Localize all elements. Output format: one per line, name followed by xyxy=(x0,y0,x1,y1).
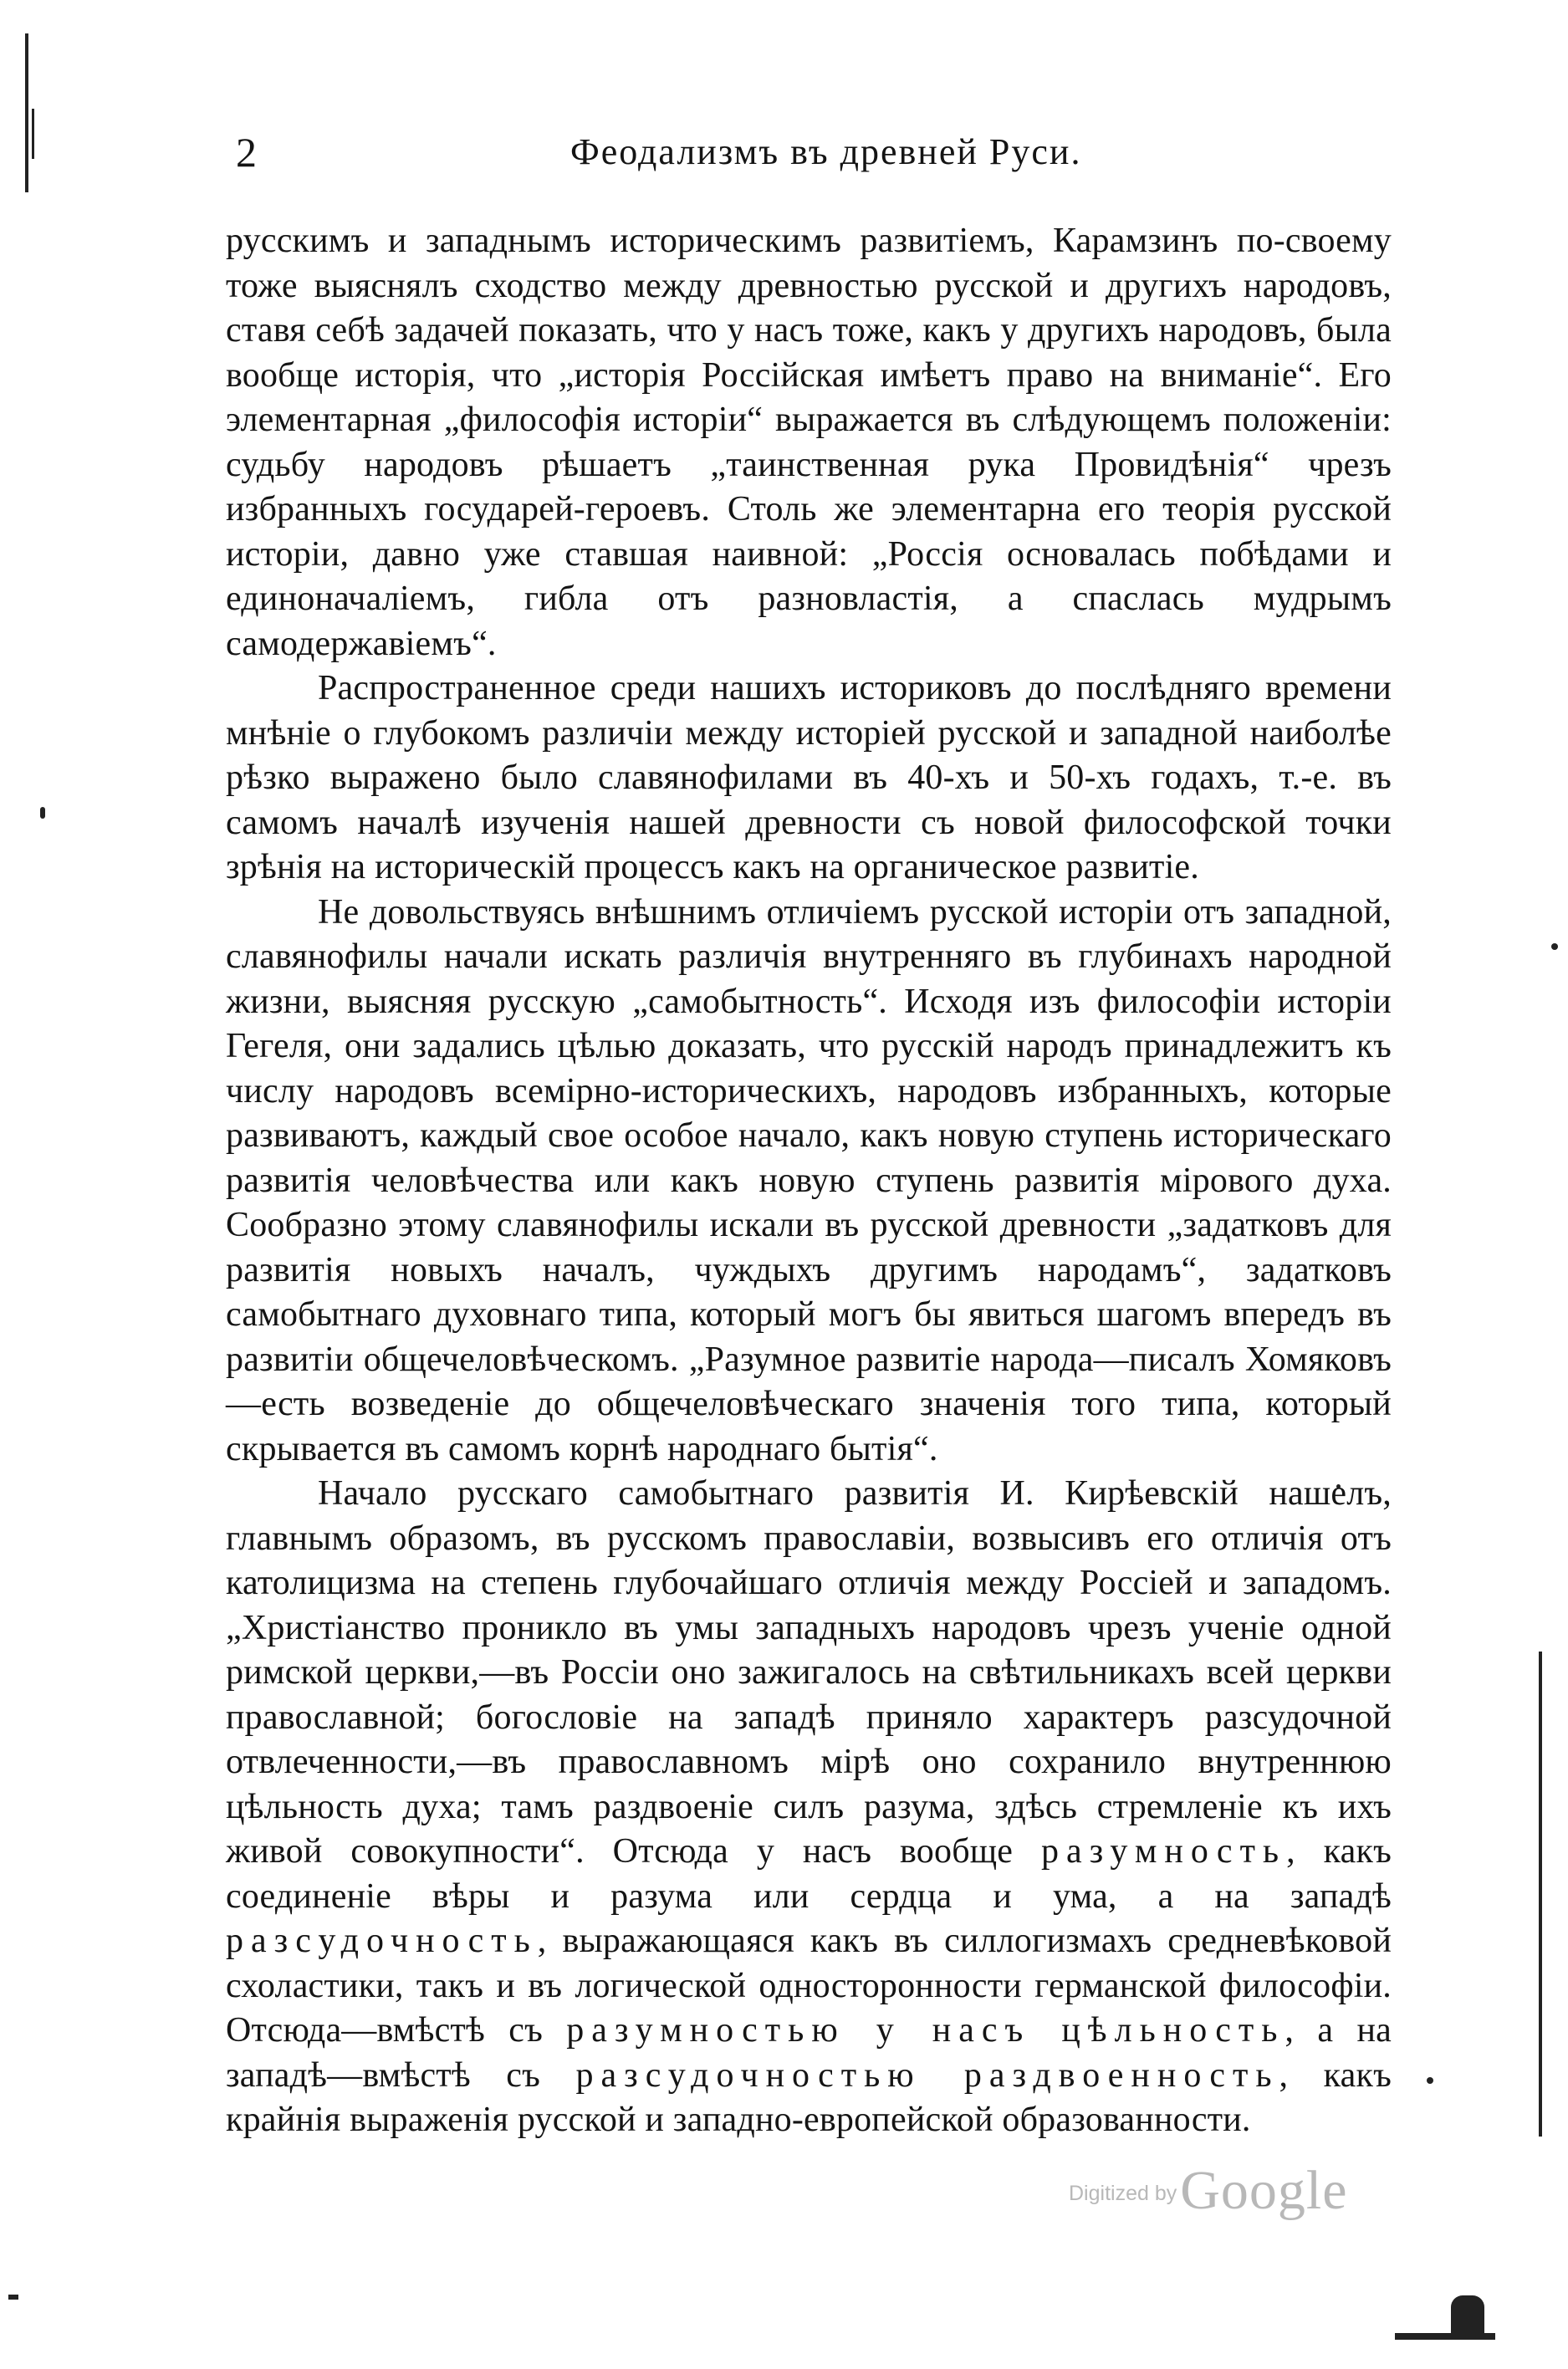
scan-speck xyxy=(40,807,45,819)
emphasis-razdvoennost: разсудочностью раздвоенность xyxy=(575,2055,1279,2095)
emphasis-rassudochnost: разсудочность xyxy=(226,1922,538,1960)
scan-edge-mark-left-bottom xyxy=(8,2295,18,2300)
watermark-prefix: Digitized by xyxy=(1069,2182,1177,2205)
paragraph-4-text: , какъ крайнія выраженія русской и западно-европейской образованности. xyxy=(226,2055,1392,2139)
page-number: 2 xyxy=(236,129,257,176)
scan-edge-mark-left-2 xyxy=(32,109,34,159)
running-title: Феодализмъ въ древней Руси. xyxy=(570,131,1082,172)
paragraph-3: Не довольствуясь внѣшнимъ отличіемъ русской исторіи отъ западной, славянофилы начали искать различія внутренняго въ глубинахъ народной жизни, выясняя русскую „самобытность“. Исходя изъ философіи исторіи Гегеля, они задались цѣлью доказать, что русскій народъ принадлежитъ къ числу народовъ всемірно-историческихъ, народовъ избранныхъ, которые развиваютъ, каждый свое особое начало, какъ новую ступень историческаго развитія человѣчества или какъ новую ступень развитія мірового духа. Сообразно этому славянофилы искали въ русской древности „задатковъ для развитія новыхъ началъ, чуждыхъ другимъ народамъ“, задатковъ самобытнаго духовнаго типа, который могъ бы явиться шагомъ впередъ въ развитіи общечеловѣческомъ. „Разумное развитіе народа—писалъ Хомяковъ—есть возведеніе до общечеловѣческаго значенія того типа, который скрывается въ самомъ корнѣ народнаго бытія“. xyxy=(226,892,1392,1468)
paragraph-4-text: , а на западѣ—вмѣстѣ съ xyxy=(226,2011,1392,2095)
paragraph-4 xyxy=(226,1472,1392,2143)
paragraph-1: русскимъ и западнымъ историческимъ развитіемъ, Карамзинъ по-своему тоже выяснялъ сходство между древностью русской и другихъ народовъ, ставя себѣ задачей показать, что у насъ тоже, какъ у другихъ народовъ, была вообще исторія, что „исторія Россійская имѣетъ право на вниманіе“. Его элементарная „философія исторіи“ выражается въ слѣдующемъ положеніи: судьбу народовъ рѣшаетъ „таинственная рука Провидѣнія“ чрезъ избранныхъ государей-героевъ. Столь же элементарна его теорія русской исторіи, давно уже ставшая наивной: „Россія основалась побѣдами и единоначаліемъ, гибла отъ разновластія, а спаслась мудрымъ самодержавіемъ“. xyxy=(226,222,1392,663)
scan-speck xyxy=(1551,943,1558,950)
scan-edge-mark-left xyxy=(25,33,28,192)
paragraph-4-text: , какъ соединеніе вѣры и разума или сердца и ума, а на западѣ xyxy=(226,1832,1392,1916)
scan-edge-mark-right-blob xyxy=(1451,2295,1484,2336)
paragraph-4-text: Начало русскаго самобытнаго развитія И. Кирѣевскій нашелъ, главнымъ образомъ, въ русскомъ православіи, возвысивъ его отличія отъ католицизма на степень глубочайшаго отличія между Россіей и западомъ. „Христіанство проникло въ умы западныхъ народовъ чрезъ ученіе одной римской церкви,—въ Россіи оно зажигалось на свѣтильникахъ всей церкви православной; богословіе на западѣ приняло характеръ разсудочной отвлеченности,—въ православномъ мірѣ оно сохранило внутреннюю цѣльность духа; тамъ раздвоеніе силъ разума, здѣсь стремленіе къ ихъ живой совокупности“. Отсюда у насъ вообще xyxy=(226,1474,1392,1871)
scan-speck xyxy=(1427,2077,1433,2084)
body-text xyxy=(226,219,1392,2143)
scan-edge-mark-right xyxy=(1539,1652,1542,2137)
digitized-by-google-watermark xyxy=(1069,2159,1420,2221)
watermark-brand: Google xyxy=(1180,2160,1348,2221)
paragraph-4-text: , выражающаяся какъ въ силлогизмахъ средневѣковой схоластики, такъ и въ логической односторонности германской философіи. Отсюда—вмѣстѣ съ xyxy=(226,1922,1392,2050)
emphasis-razumnost: разумность xyxy=(1041,1832,1287,1871)
emphasis-tselnost: разумностью у насъ цѣльность xyxy=(566,2011,1285,2050)
paragraph-2: Распространенное среди нашихъ историковъ до послѣдняго времени мнѣніе о глубокомъ различіи между исторіей русской и западной наиболѣе рѣзко выражено было славянофилами въ 40-хъ и 50-хъ годахъ, т.-е. въ самомъ началѣ изученія нашей древности съ новой философской точки зрѣнія на историческій процессъ какъ на органическое развитіе. xyxy=(226,669,1392,886)
